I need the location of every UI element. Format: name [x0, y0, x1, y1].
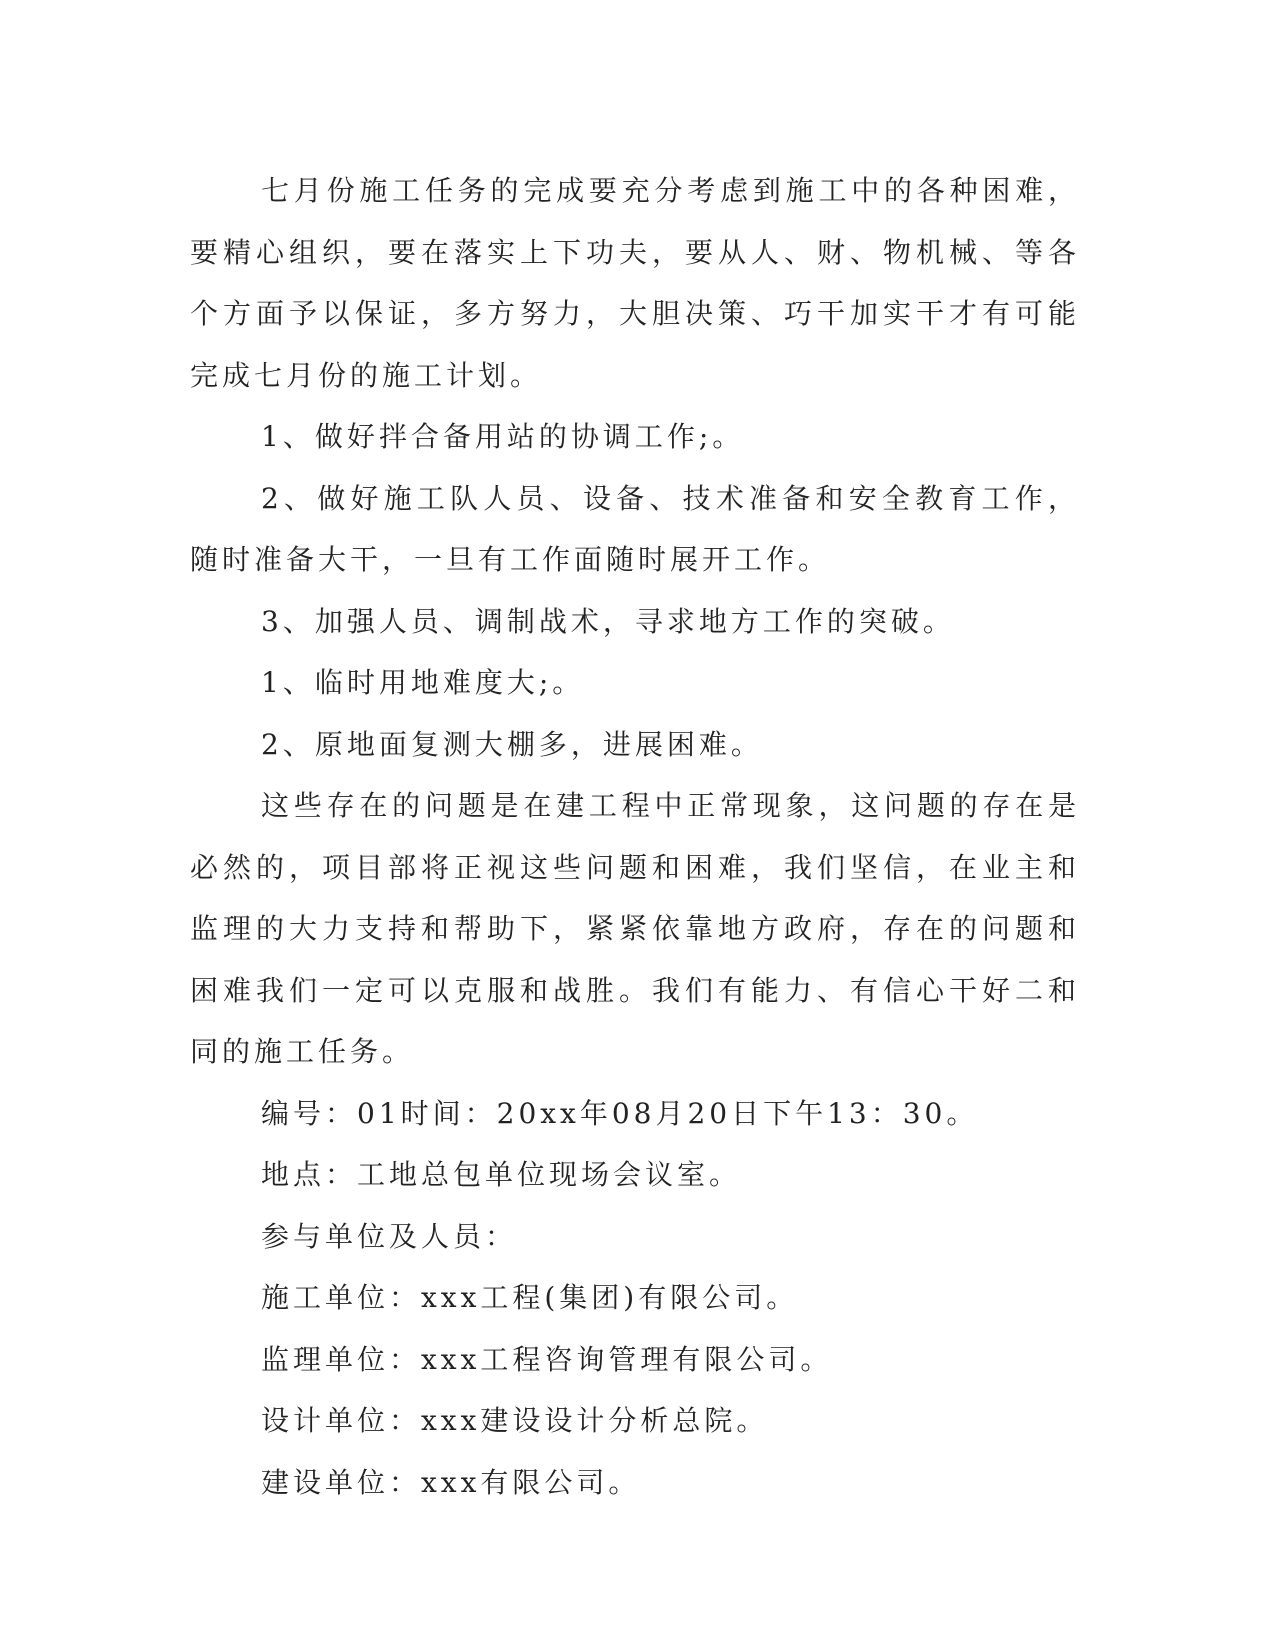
paragraph-problem-2: 2、原地面复测大棚多，进展困难。 [261, 727, 763, 761]
paragraph-supervision-unit: 监理单位：xxx工程咨询管理有限公司。 [261, 1342, 833, 1376]
document-body [190, 160, 1080, 1513]
paragraph-meeting-number-time: 编号：01时间：20xx年08月20日下午13：30。 [261, 1096, 979, 1130]
paragraph-plan-intro: 七月份施工任务的完成要充分考虑到施工中的各种困难，要精心组织，要在落实上下功夫，要从人、财、物机械、等各个方面予以保证，多方努力，大胆决策、巧干加实干才有可能完成七月份的施工计划。 [190, 174, 1080, 392]
paragraph-problem-1: 1、临时用地难度大;。 [261, 666, 585, 699]
paragraph-meeting-location: 地点：工地总包单位现场会议室。 [261, 1158, 742, 1191]
paragraph-design-unit: 设计单位：xxx建设设计分析总院。 [261, 1404, 769, 1437]
paragraph-construction-unit: 施工单位：xxx工程(集团)有限公司。 [261, 1281, 799, 1314]
paragraph-measure-3: 3、加强人员、调制战术，寻求地方工作的突破。 [261, 604, 955, 638]
paragraph-owner-unit: 建设单位：xxx有限公司。 [261, 1465, 641, 1499]
paragraph-conclusion: 这些存在的问题是在建工程中正常现象，这问题的存在是必然的，项目部将正视这些问题和困难，我们坚信，在业主和监理的大力支持和帮助下，紧紧依靠地方政府，存在的问题和困难我们一定可以克服和战胜。我们有能力、有信心干好二和同的施工任务。 [190, 789, 1080, 1068]
paragraph-participants-heading: 参与单位及人员： [261, 1219, 518, 1253]
paragraph-measure-1: 1、做好拌合备用站的协调工作;。 [261, 420, 745, 453]
paragraph-measure-2: 2、做好施工队人员、设备、技术准备和安全教育工作，随时准备大干，一旦有工作面随时展开工作。 [190, 481, 1080, 576]
